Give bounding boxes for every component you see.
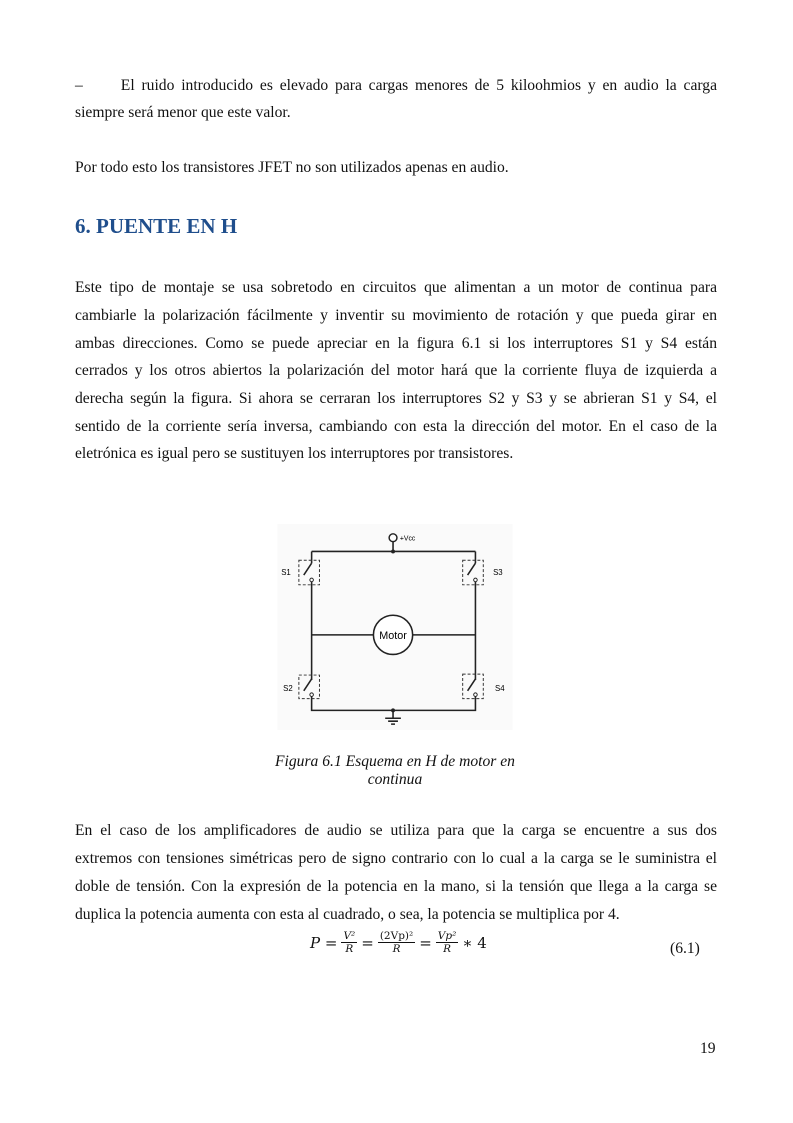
paragraph-line: cerrados y los otros abiertos la polarización del motor hará que la corriente fluya de izquierda a	[75, 362, 717, 379]
s3-label: S3	[493, 568, 503, 578]
paragraph-line: derecha según la figura. Si ahora se cerraran los interruptores S2 y S3 y se abrieran S1 y S4, el	[75, 390, 717, 407]
eq-equals: =	[419, 933, 432, 952]
bullet-text: El ruido introducido es elevado para cargas menores de 5 kiloohmios y en audio la carga	[120, 77, 717, 94]
equation	[310, 930, 487, 955]
eq-equals: =	[324, 933, 338, 952]
denominator: R	[443, 943, 451, 955]
paragraph-line: Este tipo de montaje se usa sobretodo en circuitos que alimentan a un motor de continua para	[75, 279, 717, 296]
motor-label: Motor	[379, 629, 407, 642]
eq-p: P	[310, 933, 321, 952]
paragraph-jfet: Por todo esto los transistores JFET no son utilizados apenas en audio.	[75, 159, 509, 176]
paragraph-line: sentido de la corriente sería inversa, cambiando con esta la dirección del motor. En el caso de la	[75, 418, 717, 435]
paragraph-line: cambiarle la polarización fácilmente y inventir su movimiento de rotación y que pueda girar en	[75, 307, 717, 324]
caption-line: Figura 6.1 Esquema en H de motor en	[275, 753, 515, 770]
caption-line: continua	[367, 771, 423, 788]
fraction	[436, 930, 459, 955]
vcc-terminal-icon	[389, 534, 397, 542]
section-heading: 6. PUENTE EN H	[75, 214, 238, 238]
s1-label: S1	[281, 568, 291, 578]
bullet-line-1	[75, 76, 717, 96]
paragraph-line: extremos con tensiones simétricas pero de signo contrario con lo cual a la carga se le suministra el	[75, 850, 717, 867]
bullet-dash: –	[75, 77, 83, 94]
denominator: R	[345, 943, 354, 955]
paragraph-line: eletrónica es igual pero se sustituyen los interruptores por transistores.	[75, 445, 514, 462]
numerator: Vp²	[437, 930, 457, 942]
s4-label: S4	[495, 683, 505, 693]
figure-caption	[250, 753, 540, 789]
eq-tail: ∗ 4	[462, 933, 487, 952]
paragraph-line: doble de tensión. Con la expresión de la potencia en la mano, si la tensión que llega a la carga se	[75, 878, 717, 895]
fraction	[341, 930, 357, 955]
equation-number: (6.1)	[670, 940, 700, 957]
bullet-line-2: siempre será menor que este valor.	[75, 104, 291, 121]
h-bridge-figure	[277, 524, 513, 730]
vcc-label: +Vcc	[399, 535, 416, 543]
s2-label: S2	[283, 683, 293, 693]
paragraph-line: ambas direcciones. Como se puede apreciar en la figura 6.1 si los interruptores S1 y S4 están	[75, 335, 717, 352]
numerator: V²	[343, 930, 356, 942]
fraction	[378, 930, 415, 955]
paragraph-line: duplica la potencia aumenta con esta al cuadrado, o sea, la potencia se multiplica por 4.	[75, 906, 620, 923]
page-number: 19	[700, 1040, 716, 1057]
numerator: (2Vp)²	[379, 930, 414, 942]
eq-equals: =	[361, 933, 374, 952]
paragraph-line: En el caso de los amplificadores de audio se utiliza para que la carga se encuentre a sus dos	[75, 822, 717, 839]
denominator: R	[392, 943, 401, 955]
